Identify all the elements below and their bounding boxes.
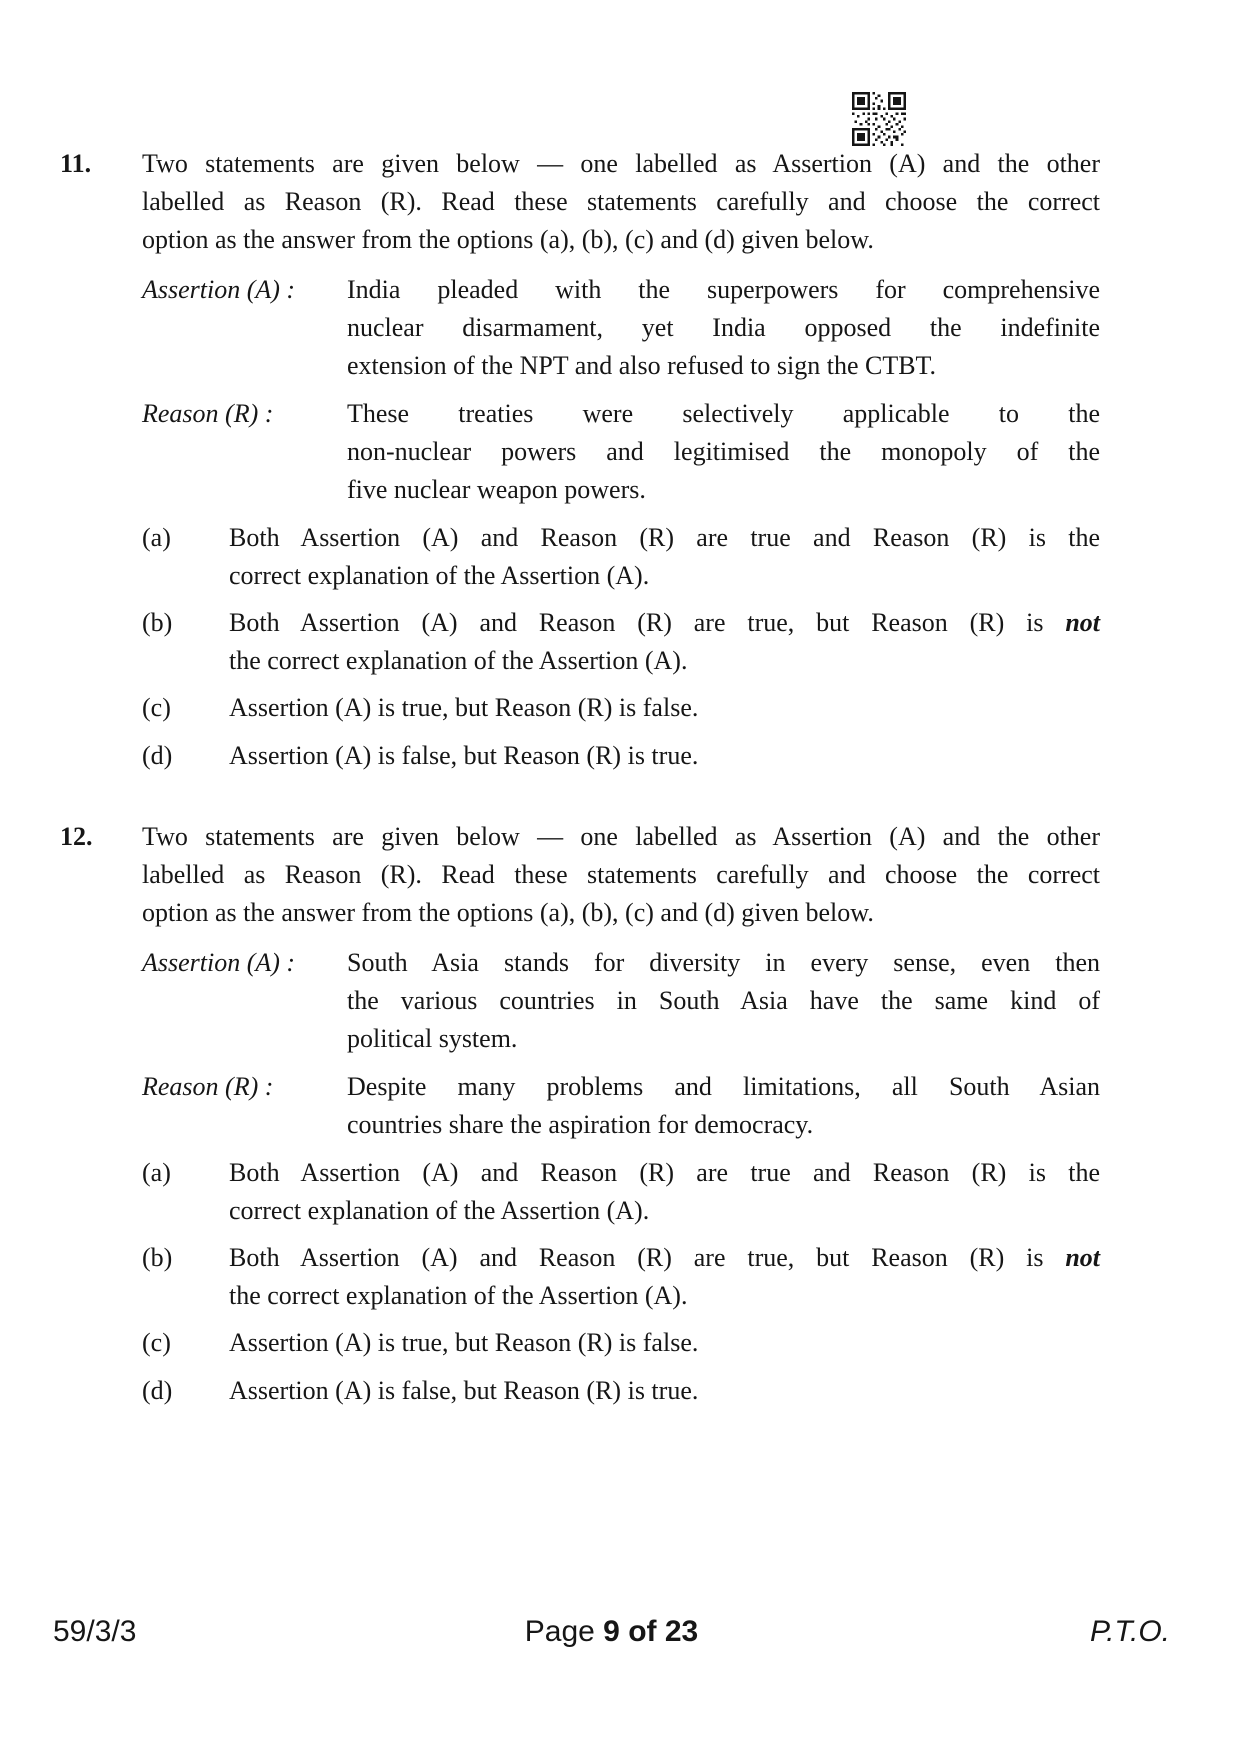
- page-indicator: [525, 1615, 699, 1649]
- option-line: Assertion (A) is true, but Reason (R) is false.: [229, 693, 699, 722]
- intro-line: Two statements are given below — one labelled as Assertion (A) and the other: [142, 822, 1100, 851]
- question-12-option-d: [142, 1372, 1100, 1410]
- option-emphasis: not: [1065, 608, 1100, 637]
- question-12-intro: [142, 818, 1100, 932]
- intro-line: labelled as Reason (R). Read these statements carefully and choose the correct: [142, 187, 1100, 216]
- assertion-line: extension of the NPT and also refused to sign the CTBT.: [347, 351, 936, 380]
- assertion-line: South Asia stands for diversity in every sense, even then: [347, 948, 1100, 977]
- question-11: [60, 145, 1100, 775]
- assertion-line: political system.: [347, 1024, 518, 1053]
- option-line: Both Assertion (A) and Reason (R) are true and Reason (R) is the: [229, 1158, 1100, 1187]
- question-12-option-c: [142, 1324, 1100, 1362]
- intro-line: Two statements are given below — one labelled as Assertion (A) and the other: [142, 149, 1100, 178]
- assertion-label: Assertion (A) :: [142, 948, 296, 977]
- option-line: correct explanation of the Assertion (A).: [229, 561, 650, 590]
- option-emphasis: not: [1065, 1243, 1100, 1272]
- intro-line: labelled as Reason (R). Read these statements carefully and choose the correct: [142, 860, 1100, 889]
- page-footer: [53, 1615, 1170, 1649]
- option-letter: (c): [142, 1328, 171, 1357]
- option-line: [229, 604, 1100, 642]
- reason-line: non-nuclear powers and legitimised the monopoly of the: [347, 437, 1100, 466]
- assertion-line: the various countries in South Asia have the same kind of: [347, 986, 1100, 1015]
- question-11-option-c: [142, 689, 1100, 727]
- option-line: Assertion (A) is false, but Reason (R) is true.: [229, 741, 699, 770]
- option-letter: (b): [142, 1243, 173, 1272]
- question-12-number: 12.: [60, 822, 93, 851]
- assertion-line: India pleaded with the superpowers for comprehensive: [347, 275, 1100, 304]
- option-line: the correct explanation of the Assertion (A).: [229, 1281, 688, 1310]
- qr-code: [852, 92, 906, 146]
- question-11-reason: [142, 395, 1100, 509]
- question-11-assertion: [142, 271, 1100, 385]
- assertion-label: Assertion (A) :: [142, 275, 296, 304]
- option-line: [229, 1239, 1100, 1277]
- reason-line: These treaties were selectively applicable to the: [347, 399, 1100, 428]
- page-current: 9: [603, 1615, 620, 1648]
- option-letter: (a): [142, 523, 171, 552]
- question-12-reason: [142, 1068, 1100, 1144]
- question-11-option-a: [142, 519, 1100, 595]
- option-line: Both Assertion (A) and Reason (R) are true and Reason (R) is the: [229, 523, 1100, 552]
- question-11-option-d: [142, 737, 1100, 775]
- question-12: [60, 818, 1100, 1410]
- assertion-line: nuclear disarmament, yet India opposed the indefinite: [347, 313, 1100, 342]
- question-11-option-b: [142, 604, 1100, 680]
- page-word: Page: [524, 1615, 595, 1648]
- option-letter: (d): [142, 741, 173, 770]
- option-letter: (b): [142, 608, 173, 637]
- intro-line: option as the answer from the options (a), (b), (c) and (d) given below.: [142, 225, 874, 254]
- option-letter: (d): [142, 1376, 173, 1405]
- reason-label: Reason (R) :: [142, 1072, 274, 1101]
- option-line: Assertion (A) is false, but Reason (R) is true.: [229, 1376, 699, 1405]
- option-letter: (a): [142, 1158, 171, 1187]
- intro-line: option as the answer from the options (a), (b), (c) and (d) given below.: [142, 898, 874, 927]
- reason-line: five nuclear weapon powers.: [347, 475, 646, 504]
- question-12-assertion: [142, 944, 1100, 1058]
- option-line: Assertion (A) is true, but Reason (R) is false.: [229, 1328, 699, 1357]
- option-letter: (c): [142, 693, 171, 722]
- option-text: Both Assertion (A) and Reason (R) are true, but Reason (R) is: [229, 1243, 1066, 1272]
- option-line: correct explanation of the Assertion (A).: [229, 1196, 650, 1225]
- question-11-number: 11.: [60, 149, 92, 178]
- page-of: of: [628, 1615, 657, 1648]
- page-total: 23: [664, 1615, 699, 1648]
- reason-label: Reason (R) :: [142, 399, 274, 428]
- reason-line: countries share the aspiration for democracy.: [347, 1110, 814, 1139]
- option-text: Both Assertion (A) and Reason (R) are true, but Reason (R) is: [229, 608, 1066, 637]
- option-line: the correct explanation of the Assertion (A).: [229, 646, 688, 675]
- paper-code: 59/3/3: [53, 1615, 137, 1648]
- pto-label: P.T.O.: [1089, 1615, 1170, 1648]
- question-12-option-b: [142, 1239, 1100, 1315]
- question-12-option-a: [142, 1154, 1100, 1230]
- reason-line: Despite many problems and limitations, all South Asian: [347, 1072, 1100, 1101]
- question-11-intro: [142, 145, 1100, 259]
